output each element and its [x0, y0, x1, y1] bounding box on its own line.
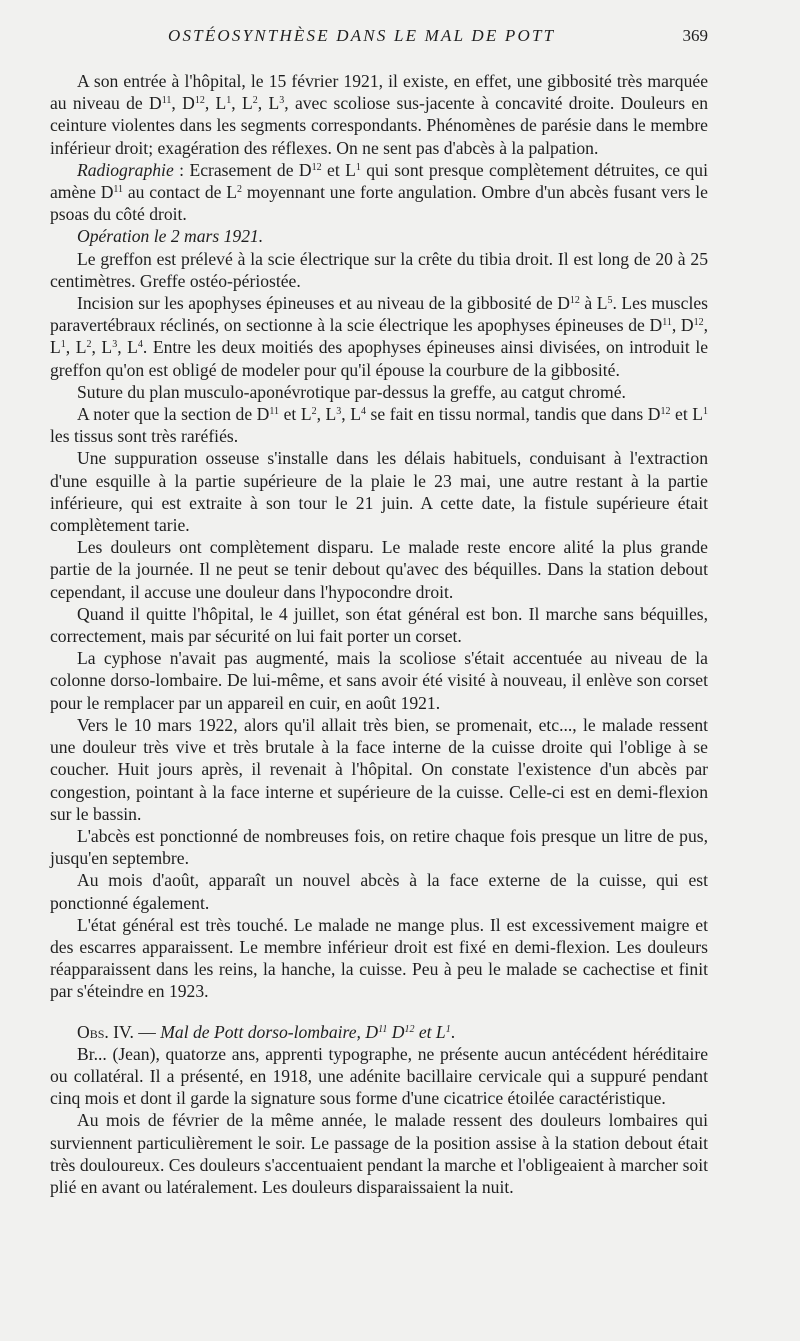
running-title: OSTÉOSYNTHÈSE DANS LE MAL DE POTT [168, 26, 556, 45]
observation-heading: Obs. IV. — Mal de Pott dorso-lombaire, $D^{11}$ $D^{12}$ et $L^1$. [77, 1021, 456, 1042]
paragraph: Au mois d'août, apparaît un nouvel abcès à la face externe de la cuisse, qui est ponctionné également. [50, 870, 708, 913]
paragraph: Une suppuration osseuse s'installe dans les délais habituels, conduisant à l'extraction d'une esquille à la partie supérieure de la plaie le 23 mai, une autre restant à la partie inférieure, qui est extraite à son tour le 21 juin. A cette date, la fistule supérieure était complètement tarie. [50, 448, 708, 536]
page-header [50, 26, 708, 54]
paragraph-operation: Opération le 2 mars 1921. [77, 226, 264, 247]
paragraph: Quand il quitte l'hôpital, le 4 juillet, son état général est bon. Il marche sans béquilles, correctement, mais par sécurité on lui fait porter un corset. [50, 603, 708, 647]
paragraph-radiographie: Radiographie : Ecrasement de $D^{12}$ et $L^1$ qui sont presque complètement détruites, ce qui amène $D^{11}$ au contact de $L^2$ moyennant une forte angulation. Ombre d'un abcès fusant vers le psoas du côté droit. [50, 159, 708, 225]
paragraph: A son entrée à l'hôpital, le 15 février 1921, il existe, en effet, une gibbosité très marquée au niveau de $D^{11}$, $D^{12}$, $L^1$, $L^2$, $L^3$, avec scoliose sus-jacente à concavité droite. Douleurs en ceinture violentes dans les segments correspondants. Phénomènes de parésie dans le membre inférieur droit; exagération des réflexes. On ne sent pas d'abcès à la palpation. [50, 71, 708, 158]
paragraph: A noter que la section de $D^{11}$ et $L^2$, $L^3$, $L^4$ se fait en tissu normal, tandis que dans $D^{12}$ et $L^1$ les tissus sont très raréfiés. [50, 404, 708, 447]
paragraph: Les douleurs ont complètement disparu. Le malade reste encore alité la plus grande partie de la journée. Il ne peut se tenir debout qu'avec des béquilles. Dans la station debout cependant, il accuse une douleur dans l'hypocondre droit. [50, 537, 708, 602]
paragraph: Vers le 10 mars 1922, alors qu'il allait très bien, se promenait, etc..., le malade ressent une douleur très vive et très brutale à la face interne de la cuisse droite qui l'oblige à se coucher. Huit jours après, il revenait à l'hôpital. On constate l'existence d'un abcès par congestion, pointant à la face interne et supérieure de la cuisse. Celle-ci est en demi-flexion sur le bassin. [50, 714, 708, 824]
paragraph: La cyphose n'avait pas augmenté, mais la scoliose s'était accentuée au niveau de la colonne dorso-lombaire. De lui-même, et sans avoir été visité à nouveau, il enlève son corset pour le remplacer par un appareil en cuir, en août 1921. [50, 648, 708, 713]
paragraph: Incision sur les apophyses épineuses et au niveau de la gibbosité de $D^{12}$ à $L^5$. Les muscles paravertébraux réclinés, on sectionne à la scie électrique les apophyses épineuses de $D^{11}$, $D^{12}$, $L^1$, $L^2$, $L^3$, $L^4$. Entre les deux moitiés des apophyses épineuses ainsi divisées, on introduit le greffon qu'on est obligé de modeler pour qu'il épouse la courbure de la gibbosité. [50, 293, 709, 380]
paragraph: L'abcès est ponctionné de nombreuses fois, on retire chaque fois presque un litre de pus, jusqu'en septembre. [50, 825, 708, 869]
body-text [50, 70, 708, 1198]
paragraph: Suture du plan musculo-aponévrotique par-dessus la greffe, au catgut chromé. [77, 381, 626, 402]
paragraph: Le greffon est prélevé à la scie électrique sur la crête du tibia droit. Il est long de 20 à 25 centimètres. Greffe ostéo-périostée. [50, 248, 708, 291]
paragraph: Br... (Jean), quatorze ans, apprenti typographe, ne présente aucun antécédent héréditaire ou collatéral. Il a présenté, en 1918, une adénite bacillaire cervicale qui a suppuré pendant cinq mois et dont il garde la signature sous forme d'une cicatrice étoilée caractéristique. [50, 1043, 708, 1109]
page-number: 369 [682, 26, 708, 45]
paragraph: L'état général est très touché. Le malade ne mange plus. Il est excessivement maigre et des escarres apparaissent. Le membre inférieur droit est fixé en demi-flexion. Les douleurs réapparaissent dans les reins, la hanche, la cuisse. Peu à peu le malade se cachectise et finit par s'éteindre en 1923. [50, 914, 708, 1002]
paragraph: Au mois de février de la même année, le malade ressent des douleurs lombaires qui surviennent particulièrement le soir. Le passage de la position assise à la station debout était très douloureux. Ces douleurs s'accentuaient pendant la marche et l'obligeaient à marcher soit plié en avant ou latéralement. Les douleurs disparaissaient la nuit. [50, 1110, 708, 1197]
